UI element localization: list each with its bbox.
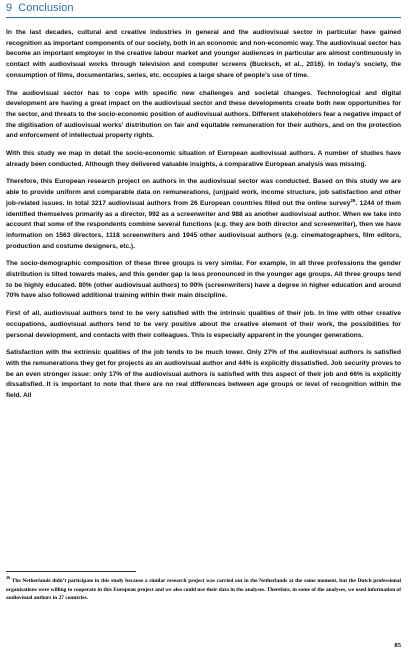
paragraph-demographics: The socio-demographic composition of these three groups is very similar. For example, in all three professions the gender distribution is tilted towards males, and this gender gap is less pronounced in the younger age groups. All three groups tend to be highly educated. 80% (other audiovisual authors) to 90% (screenwriters) have a degree in higher education and around 70% have also followed additional training within their main discipline.: [6, 260, 401, 300]
paragraph-intro: In the last decades, cultural and creative industries in general and the audiovisual sector in particular have gained recognition as important components of our society, both in an economic and non-economic way. The audiovisual sector has become an important employer in the creative labour market and younger audiences in particular are almost continuously in contact with audiovisual works through television and computer screens (Bucksch, et al., 2016). In today’s society, the consumption of films, documentaries, series, etc. occupies a large share of people’s use of time.: [6, 29, 401, 79]
paragraph-challenges: The audiovisual sector has to cope with specific new challenges and societal changes. Technological and digital development are having a great impact on the audiovisual sector and these developments create both new opportunities for the sector, and threats to the socio-economic position of audiovisual authors. Different stakeholders fear a negative impact of the digitisation of audiovisual works’ distribution on fair and equitable remuneration for their authors, and on the protection and enforcement of intellectual property rights.: [6, 89, 401, 140]
page-number: 85: [394, 642, 401, 649]
section-number: 9: [6, 2, 13, 14]
section-title: Conclusion: [18, 2, 74, 14]
heading-underline: [6, 17, 401, 18]
footnote-reference[interactable]: 26: [350, 197, 356, 203]
footnote-text: The Netherlands didn’t participate in this study because a similar research project was carried out in the Netherlands at the same moment, but the Dutch professional organisations were willing to cooperate in this European project and we also could use their data in the analyses. Therefore, in some of the analyses, we used information of audiovisual authors in 27 countries.: [6, 578, 401, 602]
footnote-separator: [6, 571, 136, 572]
paragraph-extrinsic-satisfaction: Satisfaction with the extrinsic qualities of the job tends to be much lower. Only 27% of the audiovisual authors is satisfied with the remunerations they get for projects as an audiovisual author and 44% is explicitly dissatisfied. Job security proves to be an even stronger issue: only 17% of the audiovisual authors is satisfied with this aspect of their job and 66% is explicitly dissatisfied. It is important to note that there are no real differences between age groups or level of recognition within the field. All: [6, 349, 401, 400]
footnote-number: 26: [6, 575, 11, 581]
paragraph-survey-part1: Therefore, this European research project on authors in the audiovisual sector was conducted. Based on this study we are able to provide uniform and comparable data on remunerations, (un)paid work, income structure, job satisfaction and other job-related issues. In total 3217 audiovisual authors from 26 European countries filled out the online survey: [6, 178, 401, 207]
section-heading: [6, 0, 401, 15]
paragraph-study-aim: With this study we map in detail the socio-economic situation of European audiovisual authors. A number of studies have already been conducted. Although they delivered valuable insights, a comparative European analysis was missing.: [6, 150, 401, 168]
paragraph-intrinsic-satisfaction: First of all, audiovisual authors tend to be very satisfied with the intrinsic qualities of their job. In line with other creative occupations, audiovisual authors tend to be very positive about the creative element of their work, the possibilities for personal development, and contacts with their colleagues. This is especially apparent in the younger generations.: [6, 310, 401, 339]
paragraph-survey: [6, 177, 401, 252]
footnote: [6, 577, 401, 603]
paragraph-survey-part2: . 1244 of them identified themselves primarily as a director, 992 as a screenwriter and 988 as another audiovisual author. When we take into account that some of the respondents combine several functions (e.g. they are both director and screenwriter), then we have information on 1563 directors, 1118 screenwriters and 1945 other audiovisual authors (e.g. cinematographers, film editors, production and costume designers, etc.).: [6, 199, 401, 250]
